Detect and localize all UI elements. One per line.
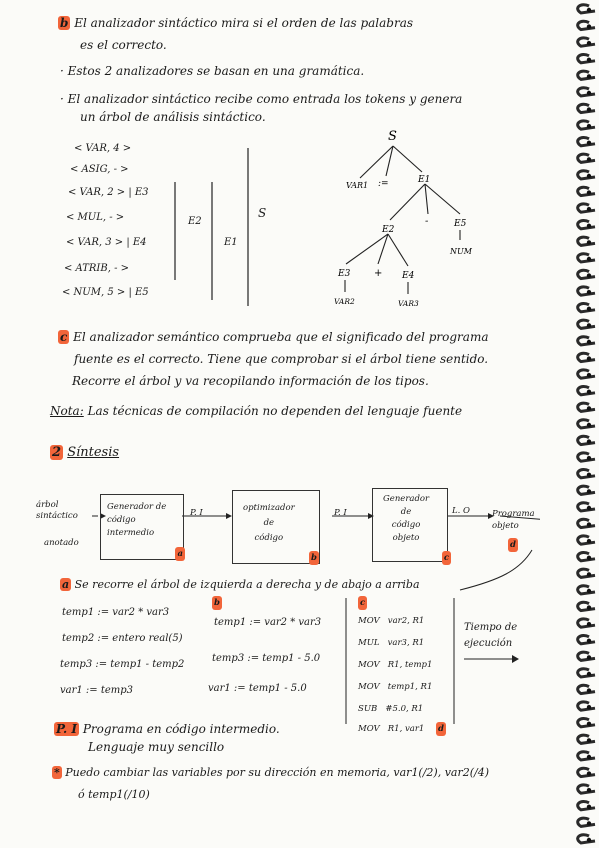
- section-c-marker: c: [60, 330, 68, 344]
- spiral-hole: [587, 771, 591, 775]
- code-b-tag: b: [214, 598, 220, 608]
- spiral-ring: [578, 303, 595, 311]
- section-c-line3: Recorre el árbol y va recopilando información de los tipos.: [72, 374, 429, 388]
- spiral-ring: [578, 270, 595, 278]
- pi-note-label: P. I: [56, 722, 78, 736]
- spiral-hole: [587, 589, 591, 593]
- spiral-hole: [587, 74, 591, 78]
- spiral-ring: [578, 735, 595, 743]
- code-c-end-tag: d: [438, 724, 444, 734]
- tree-node-plus: +: [374, 268, 383, 279]
- tree-node-asig: :=: [378, 179, 389, 189]
- spiral-hole: [587, 8, 591, 12]
- spiral-hole: [587, 639, 591, 643]
- spiral-hole: [587, 572, 591, 576]
- bullet-tokens-line2: un árbol de análisis sintáctico.: [80, 110, 266, 124]
- tree-node-e3: E3: [338, 269, 351, 279]
- asm-line: MOV var2, R1: [358, 616, 425, 626]
- spiral-ring: [578, 237, 595, 245]
- spiral-ring: [578, 403, 595, 411]
- spiral-hole: [587, 705, 591, 709]
- spiral-hole: [587, 390, 591, 394]
- spiral-ring: [578, 121, 595, 129]
- tree-node-e1: E1: [418, 175, 431, 185]
- spiral-hole: [587, 672, 591, 676]
- traversal-marker: a: [62, 578, 70, 591]
- bracket-label-e2: E2: [188, 216, 202, 227]
- spiral-hole: [587, 423, 591, 427]
- tree-node-var3: VAR3: [398, 299, 419, 308]
- spiral-hole: [587, 805, 591, 809]
- box-c-tag: c: [443, 553, 449, 563]
- spiral-ring: [578, 801, 595, 809]
- divider-b-c: [340, 598, 352, 728]
- box-optimizador: optimizador de código b: [232, 490, 320, 564]
- spiral-ring: [578, 137, 595, 145]
- spiral-hole: [587, 207, 591, 211]
- spiral-ring: [578, 602, 595, 610]
- spiral-ring: [578, 469, 595, 477]
- spiral-ring: [578, 552, 595, 560]
- asm-line: MOV R1, temp1: [358, 660, 433, 670]
- spiral-ring: [578, 436, 595, 444]
- box-b-tag: b: [311, 553, 317, 563]
- spiral-ring: [578, 154, 595, 162]
- output-tag: d: [510, 540, 516, 550]
- code-line: temp2 := entero real(5): [62, 633, 183, 644]
- spiral-hole: [587, 307, 591, 311]
- spiral-hole: [587, 107, 591, 111]
- tiempo-arrow: [462, 652, 522, 666]
- spiral-hole: [587, 755, 591, 759]
- spiral-ring: [578, 204, 595, 212]
- bullet-tokens-line1: · El analizador sintáctico recibe como entrada los tokens y genera: [60, 92, 463, 106]
- tree-node-e2: E2: [382, 225, 395, 235]
- spiral-ring: [578, 171, 595, 179]
- spiral-ring: [578, 619, 595, 627]
- asm-line: MUL var3, R1: [358, 638, 425, 648]
- spiral-hole: [587, 622, 591, 626]
- asm-line: SUB #5.0, R1: [358, 704, 424, 714]
- parse-tree: [330, 124, 500, 314]
- spiral-hole: [587, 456, 591, 460]
- token-item: < VAR, 2 > | E3: [68, 187, 149, 198]
- spiral-ring: [578, 768, 595, 776]
- spiral-ring: [578, 835, 595, 843]
- token-item: < NUM, 5 > | E5: [62, 287, 149, 298]
- code-line: var1 := temp1 - 5.0: [208, 683, 307, 694]
- star-note-marker: *: [54, 766, 60, 779]
- spiral-hole: [587, 605, 591, 609]
- spiral-ring: [578, 320, 595, 328]
- flow-pi-2: P. I: [334, 508, 347, 518]
- section-b-marker: b: [60, 16, 69, 30]
- flow-input-label: árbol sintáctico: [36, 500, 78, 521]
- spiral-ring: [578, 503, 595, 511]
- sintesis-marker: 2: [52, 445, 62, 460]
- nota-label: Nota:: [50, 404, 84, 418]
- spiral-hole: [587, 688, 591, 692]
- box-a-tag: a: [177, 549, 183, 559]
- tree-node-num: NUM: [450, 247, 472, 256]
- star-note-line1: * Puedo cambiar las variables por su dirección en memoria, var1(/2), var2(/4): [54, 766, 490, 779]
- spiral-hole: [587, 506, 591, 510]
- spiral-ring: [578, 5, 595, 13]
- star-note-line2: ó temp1(/10): [78, 788, 150, 801]
- spiral-ring: [578, 104, 595, 112]
- token-item: < MUL, - >: [66, 212, 125, 223]
- spiral-hole: [587, 257, 591, 261]
- code-line: temp1 := var2 * var3: [62, 607, 170, 618]
- asm-line: MOV R1, var1: [358, 724, 425, 734]
- spiral-hole: [587, 522, 591, 526]
- spiral-hole: [587, 273, 591, 277]
- token-item: < ATRIB, - >: [64, 263, 130, 274]
- spiral-ring: [578, 635, 595, 643]
- spiral-hole: [587, 240, 591, 244]
- spiral-hole: [587, 141, 591, 145]
- bracket-lines: [170, 140, 280, 310]
- spiral-ring: [578, 752, 595, 760]
- pi-note-line1: P. I Programa en código intermedio.: [56, 722, 280, 736]
- spiral-hole: [587, 41, 591, 45]
- spiral-hole: [587, 539, 591, 543]
- spiral-ring: [578, 287, 595, 295]
- spiral-ring: [578, 536, 595, 544]
- spiral-hole: [587, 738, 591, 742]
- output-connector: [440, 540, 550, 600]
- spiral-ring: [578, 453, 595, 461]
- tiempo-ejecucion: Tiempo de ejecución: [464, 622, 518, 649]
- spiral-binding: [559, 0, 599, 848]
- spiral-ring: [578, 702, 595, 710]
- flow-lo: L. O: [452, 506, 471, 516]
- spiral-hole: [587, 838, 591, 842]
- spiral-hole: [587, 224, 591, 228]
- spiral-ring: [578, 337, 595, 345]
- spiral-ring: [578, 254, 595, 262]
- asm-line: MOV temp1, R1: [358, 682, 433, 692]
- spiral-hole: [587, 821, 591, 825]
- spiral-hole: [587, 58, 591, 62]
- spiral-ring: [578, 652, 595, 660]
- spiral-hole: [587, 174, 591, 178]
- code-line: temp1 := var2 * var3: [214, 617, 322, 628]
- section-b-line1: b El analizador sintáctico mira si el orden de las palabras: [60, 16, 414, 30]
- section-b-line2: es el correcto.: [80, 38, 167, 52]
- spiral-hole: [587, 439, 591, 443]
- spiral-ring: [578, 71, 595, 79]
- nota-line: Nota: Las técnicas de compilación no dependen del lenguaje fuente: [50, 404, 463, 418]
- spiral-hole: [587, 124, 591, 128]
- tree-node-minus: -: [425, 216, 429, 227]
- spiral-ring: [578, 386, 595, 394]
- spiral-ring: [578, 420, 595, 428]
- tree-node-e4: E4: [402, 271, 415, 281]
- spiral-hole: [587, 473, 591, 477]
- token-item: < VAR, 4 >: [74, 143, 132, 154]
- tree-node-var1: VAR1: [346, 181, 369, 190]
- code-line: var1 := temp3: [60, 685, 134, 696]
- spiral-hole: [587, 157, 591, 161]
- bracket-label-s: S: [258, 206, 267, 220]
- spiral-ring: [578, 669, 595, 677]
- spiral-ring: [578, 370, 595, 378]
- spiral-ring: [578, 486, 595, 494]
- spiral-ring: [578, 569, 595, 577]
- tree-node-s: S: [388, 129, 397, 144]
- section-c-line2: fuente es el correcto. Tiene que comprobar si el árbol tiene sentido.: [74, 352, 489, 366]
- spiral-hole: [587, 356, 591, 360]
- spiral-hole: [587, 406, 591, 410]
- tree-node-var2: VAR2: [334, 297, 355, 306]
- spiral-ring: [578, 38, 595, 46]
- spiral-hole: [587, 655, 591, 659]
- spiral-hole: [587, 91, 591, 95]
- spiral-ring: [578, 519, 595, 527]
- spiral-hole: [587, 788, 591, 792]
- spiral-ring: [578, 353, 595, 361]
- flow-output: Programa objeto: [492, 509, 535, 531]
- spiral-ring: [578, 187, 595, 195]
- spiral-hole: [587, 373, 591, 377]
- spiral-hole: [587, 340, 591, 344]
- token-item: < VAR, 3 > | E4: [66, 237, 147, 248]
- spiral-ring: [578, 54, 595, 62]
- code-line: temp3 := temp1 - 5.0: [212, 653, 321, 664]
- code-c-tag: c: [360, 598, 366, 608]
- spiral-ring: [578, 818, 595, 826]
- spiral-hole: [587, 556, 591, 560]
- spiral-hole: [587, 290, 591, 294]
- tree-node-e5: E5: [454, 219, 467, 229]
- code-line: temp3 := temp1 - temp2: [60, 659, 185, 670]
- spiral-hole: [587, 489, 591, 493]
- spiral-ring: [578, 88, 595, 96]
- spiral-ring: [578, 586, 595, 594]
- spiral-ring: [578, 785, 595, 793]
- spiral-ring: [578, 220, 595, 228]
- bracket-label-e1: E1: [224, 237, 238, 248]
- token-item: < ASIG, - >: [70, 164, 129, 175]
- spiral-hole: [587, 323, 591, 327]
- divider-c-tiempo: [448, 598, 460, 728]
- pi-note-line2: Lenguaje muy sencillo: [88, 740, 225, 754]
- section-c-line1: c El analizador semántico comprueba que el significado del programa: [60, 330, 489, 344]
- traversal-note: a Se recorre el árbol de izquierda a derecha y de abajo a arriba: [62, 578, 420, 591]
- spiral-hole: [587, 722, 591, 726]
- spiral-hole: [587, 190, 591, 194]
- spiral-ring: [578, 685, 595, 693]
- box-generador-objeto: Generador de código objeto c: [372, 488, 448, 562]
- sintesis-heading: 2 Síntesis: [52, 445, 120, 460]
- flow-pi-1: P. I: [190, 508, 203, 518]
- spiral-ring: [578, 718, 595, 726]
- spiral-hole: [587, 24, 591, 28]
- flow-input-anotado: anotado: [44, 538, 79, 548]
- spiral-ring: [578, 21, 595, 29]
- box-generador-intermedio: Generador de código intermedio a: [100, 494, 184, 560]
- bullet-gramatica: · Estos 2 analizadores se basan en una gramática.: [60, 64, 365, 78]
